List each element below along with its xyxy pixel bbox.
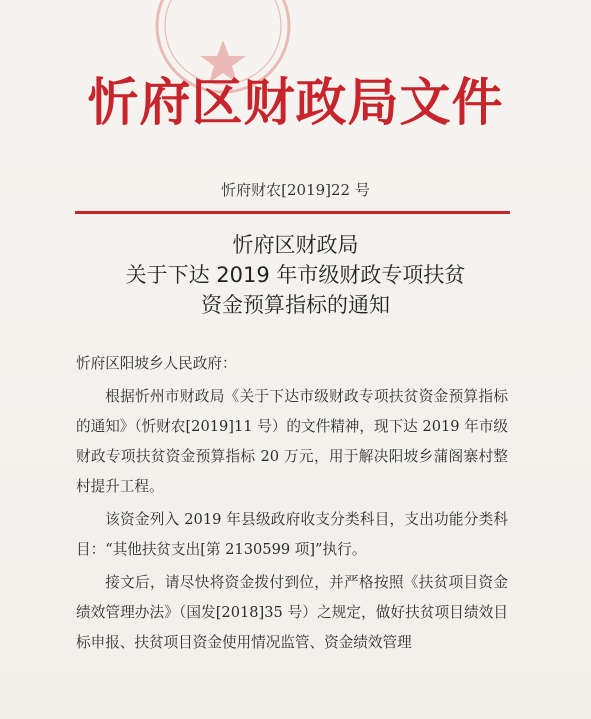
addressee: 忻府区阳坡乡人民政府：	[76, 355, 237, 372]
notice-title-line-1: 忻府区财政局	[232, 233, 359, 257]
document-number: 忻府财农[2019]22 号	[221, 181, 370, 199]
red-divider	[75, 211, 510, 214]
notice-body	[76, 349, 508, 658]
body-paragraph-2: 该资金列入 2019 年县级政府收支分类科目，支出功能分类科目：“其他扶贫支出[第 2130599 项]”执行。	[76, 511, 508, 558]
notice-title-line-2: 关于下达 2019 年市级财政专项扶贫	[125, 263, 466, 287]
body-paragraph-3: 接文后，请尽快将资金拨付到位，并严格按照《扶贫项目资金绩效管理办法》（国发[2018]35 号）之规定，做好扶贫项目绩效目标申报、扶贫项目资金使用情况监管、资金绩效管理	[76, 574, 508, 651]
document-header-title: 忻府区财政局文件	[87, 74, 504, 133]
notice-title-line-3: 资金预算指标的通知	[201, 293, 390, 317]
body-paragraph-1: 根据忻州市财政局《关于下达市级财政专项扶贫资金预算指标的通知》（忻财农[2019]11 号）的文件精神，现下达 2019 年市级财政专项扶贫资金预算指标 20 万元，用于解决阳坡乡蒲阁寨村整村提升工程。	[76, 388, 508, 495]
